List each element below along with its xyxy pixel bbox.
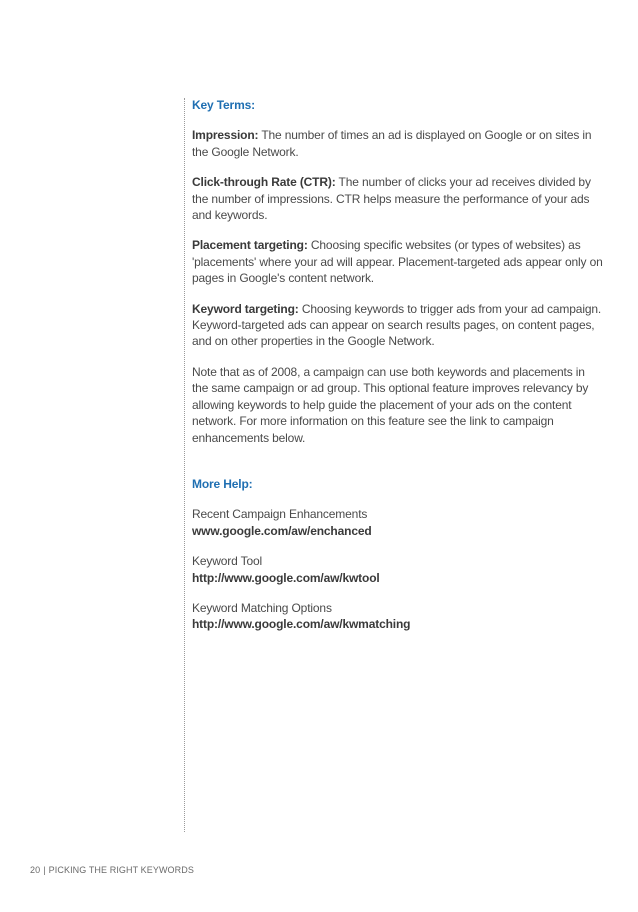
main-content (192, 97, 604, 647)
resource-keyword-tool (192, 553, 604, 586)
term-label: Impression: (192, 128, 259, 143)
term-label: Keyword targeting: (192, 301, 299, 316)
column-divider (184, 98, 185, 832)
key-terms-heading: Key Terms: (192, 98, 255, 112)
footer-separator: | (43, 865, 46, 875)
resource-link[interactable]: http://www.google.com/aw/kwtool (192, 570, 380, 585)
term-ctr (192, 174, 604, 223)
resource-keyword-matching (192, 600, 604, 633)
resource-name: Keyword Tool (192, 554, 263, 569)
resource-name: Keyword Matching Options (192, 600, 332, 615)
resource-link[interactable]: http://www.google.com/aw/kwmatching (192, 617, 411, 632)
more-help-heading: More Help: (192, 476, 253, 491)
key-terms-note: Note that as of 2008, a campaign can use both keywords and placements in the same campaign or ad group. This optional feature improves relevancy by allowing keywords to help guide the placement of your ads on the content network. For more information on this feature see the link to campaign enhancements below. (192, 364, 589, 445)
term-label: Placement targeting: (192, 238, 308, 253)
resource-campaign-enhancements (192, 506, 604, 539)
page-number: 20 (30, 865, 41, 875)
term-definition: Choosing specific websites (or types of websites) as 'placements' where your ad will appear. Placement-targeted ads appear only on pages in Google's content network. (192, 238, 603, 286)
term-definition: The number of times an ad is displayed on Google or on sites in the Google Network. (192, 128, 592, 159)
term-label: Click-through Rate (CTR): (192, 175, 336, 190)
term-placement-targeting (192, 237, 604, 286)
resource-link[interactable]: www.google.com/aw/enchanced (192, 523, 372, 538)
term-definition: Choosing keywords to trigger ads from your ad campaign. Keyword-targeted ads can appear on search results pages, on content pages, and on other properties in the Google Network. (192, 301, 602, 349)
section-title: PICKING THE RIGHT KEYWORDS (48, 865, 194, 875)
term-impression (192, 127, 604, 160)
resource-name: Recent Campaign Enhancements (192, 507, 368, 522)
term-definition: The number of clicks your ad receives divided by the number of impressions. CTR helps measure the performance of your ads and keywords. (192, 175, 591, 223)
term-keyword-targeting (192, 301, 604, 350)
page-footer (30, 865, 194, 875)
